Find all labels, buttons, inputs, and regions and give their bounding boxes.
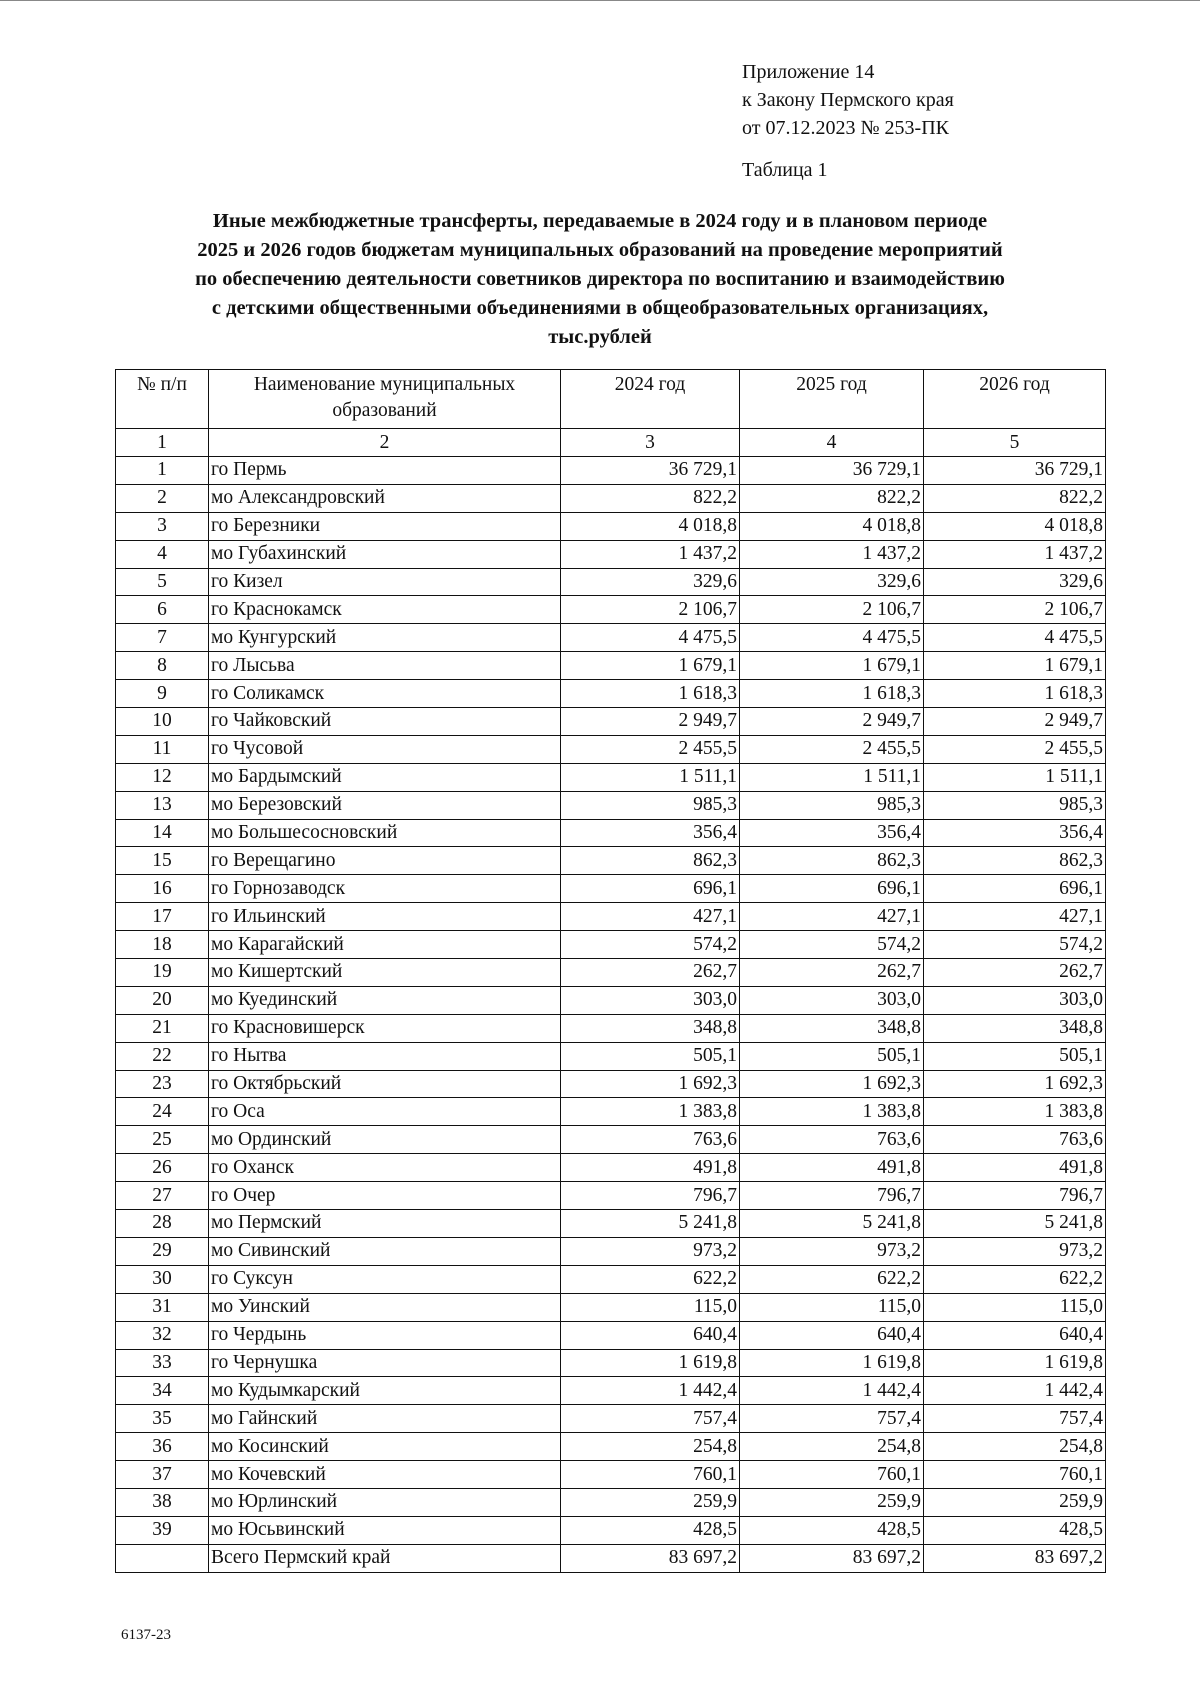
table-row	[116, 512, 1106, 540]
total-2025: 83 697,2	[740, 1544, 924, 1572]
value-2025: 428,5	[740, 1516, 924, 1544]
value-2026: 574,2	[924, 931, 1106, 959]
value-2024: 696,1	[561, 875, 740, 903]
value-2024: 2 106,7	[561, 596, 740, 624]
value-2025: 254,8	[740, 1433, 924, 1461]
municipality-name: го Горнозаводск	[209, 875, 561, 903]
row-number: 14	[116, 819, 209, 847]
municipality-name: го Очер	[209, 1182, 561, 1210]
value-2025: 491,8	[740, 1154, 924, 1182]
table-row	[116, 1126, 1106, 1154]
municipality-name: мо Куединский	[209, 986, 561, 1014]
table-row	[116, 540, 1106, 568]
table-row	[116, 847, 1106, 875]
value-2025: 348,8	[740, 1014, 924, 1042]
row-number: 35	[116, 1405, 209, 1433]
value-2024: 5 241,8	[561, 1210, 740, 1238]
title-line: с детскими общественными объединениями в общеобразовательных организациях,	[211, 297, 989, 319]
municipality-name: го Чердынь	[209, 1321, 561, 1349]
value-2025: 1 383,8	[740, 1098, 924, 1126]
table-row	[116, 624, 1106, 652]
value-2024: 427,1	[561, 903, 740, 931]
value-2025: 2 455,5	[740, 735, 924, 763]
row-number: 28	[116, 1210, 209, 1238]
column-index-row	[116, 429, 1106, 457]
value-2025: 763,6	[740, 1126, 924, 1154]
row-number: 25	[116, 1126, 209, 1154]
row-number: 23	[116, 1070, 209, 1098]
value-2025: 1 619,8	[740, 1349, 924, 1377]
table-row	[116, 1377, 1106, 1405]
total-number	[116, 1544, 209, 1572]
table-row	[116, 652, 1106, 680]
value-2026: 491,8	[924, 1154, 1106, 1182]
table-row	[116, 1293, 1106, 1321]
value-2024: 356,4	[561, 819, 740, 847]
value-2025: 4 018,8	[740, 512, 924, 540]
value-2025: 329,6	[740, 568, 924, 596]
municipality-name: мо Кунгурский	[209, 624, 561, 652]
value-2026: 1 619,8	[924, 1349, 1106, 1377]
table-row	[116, 1098, 1106, 1126]
title-units-line: тыс.рублей	[548, 326, 652, 348]
value-2025: 796,7	[740, 1182, 924, 1210]
value-2026: 822,2	[924, 484, 1106, 512]
value-2025: 262,7	[740, 959, 924, 987]
value-2025: 427,1	[740, 903, 924, 931]
row-number: 7	[116, 624, 209, 652]
value-2026: 973,2	[924, 1237, 1106, 1265]
value-2024: 115,0	[561, 1293, 740, 1321]
municipality-name: мо Бардымский	[209, 763, 561, 791]
row-number: 8	[116, 652, 209, 680]
row-number: 22	[116, 1042, 209, 1070]
scan-edge-line	[0, 0, 1200, 1]
value-2026: 760,1	[924, 1461, 1106, 1489]
value-2024: 757,4	[561, 1405, 740, 1433]
value-2026: 505,1	[924, 1042, 1106, 1070]
title-line: 2025 и 2026 годов бюджетам муниципальных образований на проведение мероприятий	[197, 239, 1003, 261]
value-2026: 985,3	[924, 791, 1106, 819]
total-row	[116, 1544, 1106, 1572]
value-2024: 303,0	[561, 986, 740, 1014]
title-line: по обеспечению деятельности советников директора по воспитанию и взаимодействию	[195, 268, 1005, 290]
value-2026: 329,6	[924, 568, 1106, 596]
header-num: № п/п	[116, 370, 209, 429]
value-2025: 259,9	[740, 1488, 924, 1516]
value-2026: 5 241,8	[924, 1210, 1106, 1238]
value-2024: 822,2	[561, 484, 740, 512]
value-2024: 1 383,8	[561, 1098, 740, 1126]
row-number: 12	[116, 763, 209, 791]
value-2026: 4 475,5	[924, 624, 1106, 652]
row-number: 33	[116, 1349, 209, 1377]
table-label: Таблица 1	[742, 159, 828, 181]
header-name: Наименование муниципальных образований	[209, 370, 561, 429]
row-number: 2	[116, 484, 209, 512]
table-row	[116, 457, 1106, 485]
row-number: 4	[116, 540, 209, 568]
value-2025: 973,2	[740, 1237, 924, 1265]
municipality-name: мо Большесосновский	[209, 819, 561, 847]
value-2024: 254,8	[561, 1433, 740, 1461]
value-2025: 303,0	[740, 986, 924, 1014]
row-number: 18	[116, 931, 209, 959]
row-number: 32	[116, 1321, 209, 1349]
row-number: 37	[116, 1461, 209, 1489]
row-number: 3	[116, 512, 209, 540]
value-2024: 4 475,5	[561, 624, 740, 652]
municipality-name: мо Юсьвинский	[209, 1516, 561, 1544]
value-2025: 574,2	[740, 931, 924, 959]
column-index: 1	[116, 429, 209, 457]
date-line: от 07.12.2023 № 253-ПК	[742, 117, 950, 139]
appendix-line: Приложение 14	[742, 61, 875, 83]
value-2025: 2 106,7	[740, 596, 924, 624]
municipality-name: мо Уинский	[209, 1293, 561, 1321]
row-number: 19	[116, 959, 209, 987]
row-number: 27	[116, 1182, 209, 1210]
row-number: 9	[116, 680, 209, 708]
value-2026: 696,1	[924, 875, 1106, 903]
total-2026: 83 697,2	[924, 1544, 1106, 1572]
value-2026: 2 949,7	[924, 708, 1106, 736]
value-2026: 2 106,7	[924, 596, 1106, 624]
municipality-name: мо Сивинский	[209, 1237, 561, 1265]
table-row	[116, 819, 1106, 847]
value-2026: 259,9	[924, 1488, 1106, 1516]
row-number: 15	[116, 847, 209, 875]
municipality-name: го Красновишерск	[209, 1014, 561, 1042]
value-2025: 36 729,1	[740, 457, 924, 485]
municipality-name: мо Кочевский	[209, 1461, 561, 1489]
value-2026: 427,1	[924, 903, 1106, 931]
table-row	[116, 1321, 1106, 1349]
value-2024: 262,7	[561, 959, 740, 987]
municipality-name: го Октябрьский	[209, 1070, 561, 1098]
value-2026: 36 729,1	[924, 457, 1106, 485]
value-2025: 1 442,4	[740, 1377, 924, 1405]
table-header-row	[116, 370, 1106, 429]
value-2026: 1 437,2	[924, 540, 1106, 568]
table-row	[116, 1349, 1106, 1377]
row-number: 5	[116, 568, 209, 596]
value-2024: 973,2	[561, 1237, 740, 1265]
value-2024: 2 455,5	[561, 735, 740, 763]
municipality-name: го Чайковский	[209, 708, 561, 736]
row-number: 36	[116, 1433, 209, 1461]
value-2025: 1 511,1	[740, 763, 924, 791]
value-2025: 622,2	[740, 1265, 924, 1293]
header-2024: 2024 год	[561, 370, 740, 429]
appendix-header	[742, 58, 954, 184]
municipality-name: го Оханск	[209, 1154, 561, 1182]
municipality-name: го Оса	[209, 1098, 561, 1126]
row-number: 6	[116, 596, 209, 624]
value-2025: 5 241,8	[740, 1210, 924, 1238]
value-2025: 696,1	[740, 875, 924, 903]
municipality-name: мо Гайнский	[209, 1405, 561, 1433]
value-2025: 1 679,1	[740, 652, 924, 680]
table-row	[116, 1154, 1106, 1182]
table-row	[116, 931, 1106, 959]
municipality-name: мо Юрлинский	[209, 1488, 561, 1516]
row-number: 30	[116, 1265, 209, 1293]
municipality-name: го Соликамск	[209, 680, 561, 708]
value-2024: 1 692,3	[561, 1070, 740, 1098]
table-row	[116, 1488, 1106, 1516]
value-2024: 640,4	[561, 1321, 740, 1349]
municipality-name: го Нытва	[209, 1042, 561, 1070]
row-number: 26	[116, 1154, 209, 1182]
value-2024: 862,3	[561, 847, 740, 875]
table-row	[116, 1042, 1106, 1070]
value-2026: 640,4	[924, 1321, 1106, 1349]
municipality-name: мо Губахинский	[209, 540, 561, 568]
row-number: 20	[116, 986, 209, 1014]
municipality-name: мо Пермский	[209, 1210, 561, 1238]
value-2025: 822,2	[740, 484, 924, 512]
value-2024: 348,8	[561, 1014, 740, 1042]
row-number: 11	[116, 735, 209, 763]
table-row	[116, 903, 1106, 931]
value-2024: 1 511,1	[561, 763, 740, 791]
value-2024: 428,5	[561, 1516, 740, 1544]
value-2026: 115,0	[924, 1293, 1106, 1321]
municipality-name: го Верещагино	[209, 847, 561, 875]
row-number: 13	[116, 791, 209, 819]
value-2024: 796,7	[561, 1182, 740, 1210]
row-number: 24	[116, 1098, 209, 1126]
row-number: 17	[116, 903, 209, 931]
value-2024: 985,3	[561, 791, 740, 819]
value-2024: 505,1	[561, 1042, 740, 1070]
value-2024: 2 949,7	[561, 708, 740, 736]
value-2026: 4 018,8	[924, 512, 1106, 540]
municipality-name: мо Березовский	[209, 791, 561, 819]
column-index: 3	[561, 429, 740, 457]
table-row	[116, 1014, 1106, 1042]
table-row	[116, 791, 1106, 819]
table-row	[116, 959, 1106, 987]
municipality-name: мо Косинский	[209, 1433, 561, 1461]
value-2024: 36 729,1	[561, 457, 740, 485]
value-2026: 763,6	[924, 1126, 1106, 1154]
table-row	[116, 875, 1106, 903]
value-2024: 760,1	[561, 1461, 740, 1489]
value-2025: 1 437,2	[740, 540, 924, 568]
municipality-name: го Суксун	[209, 1265, 561, 1293]
table-row	[116, 680, 1106, 708]
value-2026: 428,5	[924, 1516, 1106, 1544]
value-2026: 757,4	[924, 1405, 1106, 1433]
municipality-name: го Березники	[209, 512, 561, 540]
table-row	[116, 1516, 1106, 1544]
header-2026: 2026 год	[924, 370, 1106, 429]
value-2025: 1 618,3	[740, 680, 924, 708]
municipality-name: го Ильинский	[209, 903, 561, 931]
municipality-name: мо Кудымкарский	[209, 1377, 561, 1405]
law-line: к Закону Пермского края	[742, 89, 954, 111]
table-row	[116, 986, 1106, 1014]
value-2024: 763,6	[561, 1126, 740, 1154]
row-number: 29	[116, 1237, 209, 1265]
municipality-name: го Чусовой	[209, 735, 561, 763]
row-number: 34	[116, 1377, 209, 1405]
total-label: Всего Пермский край	[209, 1544, 561, 1572]
value-2026: 1 383,8	[924, 1098, 1106, 1126]
value-2026: 862,3	[924, 847, 1106, 875]
value-2024: 1 442,4	[561, 1377, 740, 1405]
value-2025: 985,3	[740, 791, 924, 819]
table-row	[116, 1182, 1106, 1210]
row-number: 21	[116, 1014, 209, 1042]
municipality-name: мо Ординский	[209, 1126, 561, 1154]
table-row	[116, 1265, 1106, 1293]
header-2025: 2025 год	[740, 370, 924, 429]
table-row	[116, 1237, 1106, 1265]
table-row	[116, 484, 1106, 512]
value-2024: 1 437,2	[561, 540, 740, 568]
value-2024: 1 679,1	[561, 652, 740, 680]
value-2024: 259,9	[561, 1488, 740, 1516]
value-2024: 622,2	[561, 1265, 740, 1293]
table-row	[116, 1070, 1106, 1098]
value-2026: 1 511,1	[924, 763, 1106, 791]
table-row	[116, 1405, 1106, 1433]
column-index: 5	[924, 429, 1106, 457]
value-2026: 2 455,5	[924, 735, 1106, 763]
value-2026: 348,8	[924, 1014, 1106, 1042]
table-row	[116, 763, 1106, 791]
table-row	[116, 1461, 1106, 1489]
row-number: 1	[116, 457, 209, 485]
row-number: 31	[116, 1293, 209, 1321]
table-row	[116, 1433, 1106, 1461]
value-2026: 1 679,1	[924, 652, 1106, 680]
municipality-name: мо Карагайский	[209, 931, 561, 959]
value-2024: 4 018,8	[561, 512, 740, 540]
value-2025: 505,1	[740, 1042, 924, 1070]
row-number: 39	[116, 1516, 209, 1544]
total-2024: 83 697,2	[561, 1544, 740, 1572]
column-index: 2	[209, 429, 561, 457]
municipality-name: мо Кишертский	[209, 959, 561, 987]
table-row	[116, 708, 1106, 736]
document-code: 6137-23	[121, 1627, 171, 1643]
table-row	[116, 1210, 1106, 1238]
municipality-name: мо Александровский	[209, 484, 561, 512]
value-2025: 757,4	[740, 1405, 924, 1433]
municipality-name: го Кизел	[209, 568, 561, 596]
table-row	[116, 568, 1106, 596]
title-line: Иные межбюджетные трансферты, передаваемые в 2024 году и в плановом периоде	[212, 210, 988, 232]
value-2025: 2 949,7	[740, 708, 924, 736]
value-2025: 1 692,3	[740, 1070, 924, 1098]
value-2025: 4 475,5	[740, 624, 924, 652]
value-2026: 356,4	[924, 819, 1106, 847]
row-number: 38	[116, 1488, 209, 1516]
value-2026: 1 442,4	[924, 1377, 1106, 1405]
value-2024: 1 619,8	[561, 1349, 740, 1377]
municipality-name: го Лысьва	[209, 652, 561, 680]
value-2026: 303,0	[924, 986, 1106, 1014]
municipality-name: го Краснокамск	[209, 596, 561, 624]
column-index: 4	[740, 429, 924, 457]
municipality-name: го Пермь	[209, 457, 561, 485]
value-2026: 796,7	[924, 1182, 1106, 1210]
municipality-name: го Чернушка	[209, 1349, 561, 1377]
row-number: 10	[116, 708, 209, 736]
value-2025: 640,4	[740, 1321, 924, 1349]
value-2024: 491,8	[561, 1154, 740, 1182]
value-2025: 760,1	[740, 1461, 924, 1489]
value-2026: 622,2	[924, 1265, 1106, 1293]
value-2024: 1 618,3	[561, 680, 740, 708]
table-row	[116, 596, 1106, 624]
value-2026: 1 692,3	[924, 1070, 1106, 1098]
value-2026: 262,7	[924, 959, 1106, 987]
value-2024: 574,2	[561, 931, 740, 959]
value-2025: 356,4	[740, 819, 924, 847]
table-row	[116, 735, 1106, 763]
value-2025: 862,3	[740, 847, 924, 875]
value-2026: 254,8	[924, 1433, 1106, 1461]
value-2024: 329,6	[561, 568, 740, 596]
row-number: 16	[116, 875, 209, 903]
value-2025: 115,0	[740, 1293, 924, 1321]
document-title	[130, 207, 1070, 352]
transfers-table	[115, 369, 1106, 1573]
value-2026: 1 618,3	[924, 680, 1106, 708]
